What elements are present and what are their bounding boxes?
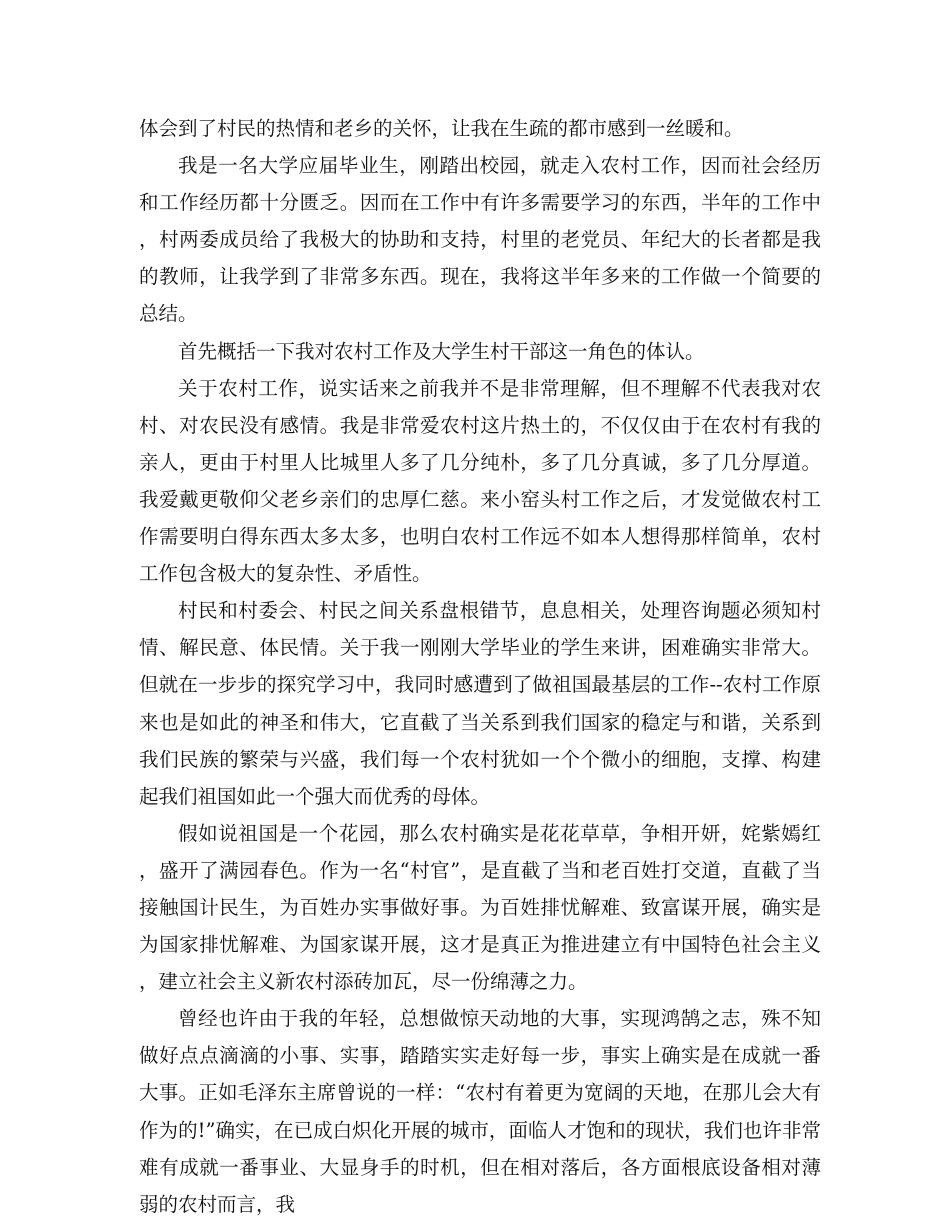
paragraph-6: 假如说祖国是一个花园，那么农村确实是花花草草，争相开妍，姹紫嫣红，盛开了满园春色。作为一名“村官”，是直截了当和老百姓打交道，直截了当接触国计民生，为百姓办实事做好事。为百姓排忧解难、致富谋开展，确实是为国家排忧解难、为国家谋开展，这才是真正为推进建立有中国特色社会主义，建立社会主义新农村添砖加瓦，尽一份绵薄之力。 bbox=[139, 821, 821, 994]
paragraph-5: 村民和村委会、村民之间关系盘根错节，息息相关，处理咨询题必须知村情、解民意、体民情。关于我一刚刚大学毕业的学生来讲，困难确实非常大。但就在一步步的探究学习中，我同时感遭到了做祖国最基层的工作--农村工作原来也是如此的神圣和伟大，它直截了当关系到我们国家的稳定与和谐，关系到我们民族的繁荣与兴盛，我们每一个农村犹如一个个微小的细胞，支撑、构建起我们祖国如此一个强大而优秀的母体。 bbox=[139, 599, 821, 808]
paragraph-7: 曾经也许由于我的年轻，总想做惊天动地的大事，实现鸿鹄之志，殊不知做好点点滴滴的小事、实事，踏踏实实走好每一步，事实上确实是在成就一番大事。正如毛泽东主席曾说的一样：“农村有着更为宽阔的天地，在那儿会大有作为的!”确实，在已成白炽化开展的城市，面临人才饱和的现状，我们也许非常难有成就一番事业、大显身手的时机，但在相对落后，各方面根底设备相对薄弱的农村而言，我 bbox=[139, 1007, 821, 1216]
paragraph-1: 体会到了村民的热情和老乡的关怀，让我在生疏的都市感到一丝暖和。 bbox=[139, 117, 744, 140]
document-page bbox=[139, 110, 821, 1223]
paragraph-3: 首先概括一下我对农村工作及大学生村干部这一角色的体认。 bbox=[178, 339, 705, 363]
paragraph-4: 关于农村工作，说实话来之前我并不是非常理解，但不理解不代表我对农村、对农民没有感情。我是非常爱农村这片热土的，不仅仅由于在农村有我的亲人，更由于村里人比城里人多了几分纯朴，多了几分真诚，多了几分厚道。我爱戴更敬仰父老乡亲们的忠厚仁慈。来小窑头村工作之后，才发觉做农村工作需要明白得东西太多太多，也明白农村工作远不如本人想得那样简单，农村工作包含极大的复杂性、矛盾性。 bbox=[139, 376, 821, 586]
paragraph-2: 我是一名大学应届毕业生，刚踏出校园，就走入农村工作，因而社会经历和工作经历都十分匮乏。因而在工作中有许多需要学习的东西，半年的工作中，村两委成员给了我极大的协助和支持，村里的老党员、年纪大的长者都是我的教师，让我学到了非常多东西。现在，我将这半年多来的工作做一个简要的总结。 bbox=[139, 154, 821, 326]
